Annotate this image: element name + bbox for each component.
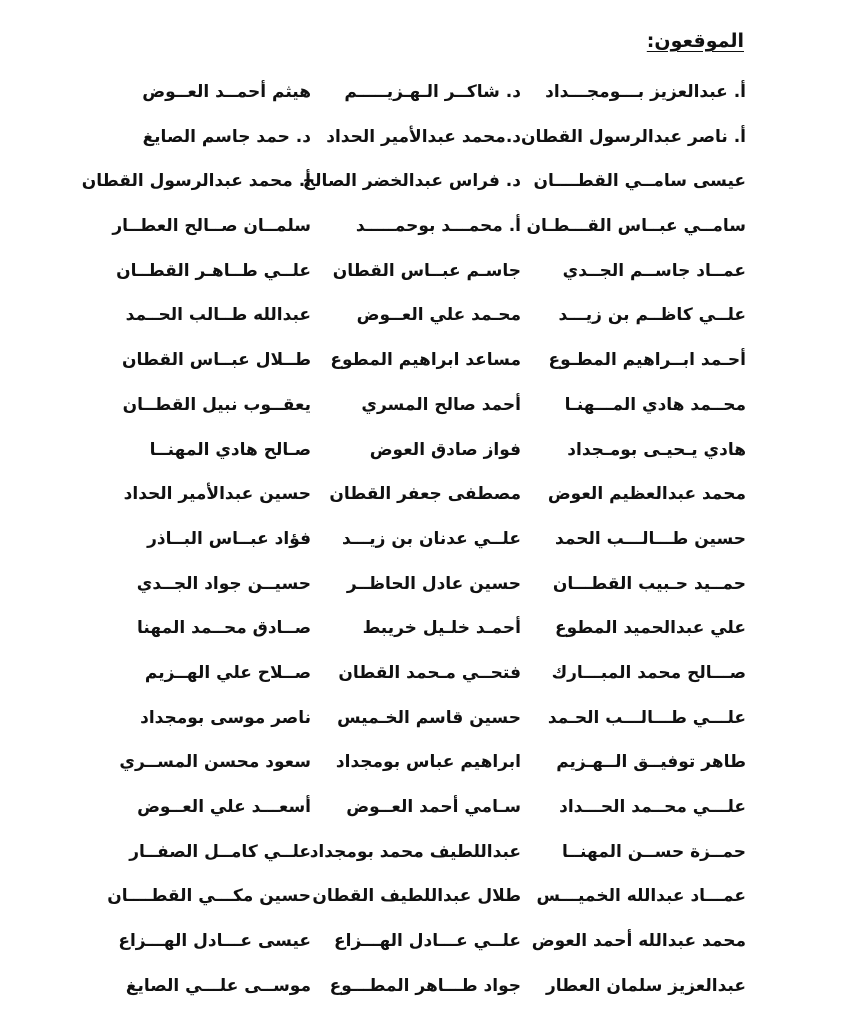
signatory-row (0, 740, 846, 785)
signatory-row (0, 651, 846, 696)
signatory-name: أحـمد ابــراهيم المطـوع (548, 350, 746, 371)
signatory-name: ناصر موسى بومجداد (140, 707, 311, 728)
signatory-row (0, 293, 846, 338)
signatory-name: موســى علـــي الصايغ (125, 975, 311, 996)
signatory-name: د. فراس عبدالخضر الصالح (302, 171, 521, 192)
signatory-name: د. حمد جاسم الصايغ (142, 126, 311, 147)
signatory-name: علــي طــاهـر القطــان (116, 260, 311, 281)
signatory-name: فواز صادق العوض (369, 439, 521, 460)
signatory-name: د.محمد عبدالأمير الحداد (326, 126, 521, 147)
signatory-name: سـامي أحمد العــوض (346, 797, 521, 817)
signatory-name: أ. ناصر عبدالرسول القطان (521, 126, 746, 147)
signatory-row (0, 204, 846, 249)
signatory-row (0, 606, 846, 651)
signatory-row (0, 696, 846, 741)
signatory-name: سامــي عبــاس القـــطـان (526, 216, 746, 237)
signatory-row (0, 249, 846, 294)
signatory-name: محمد عبدالله أحمد العوض (531, 931, 746, 952)
signatory-name: حسين مكـــي القطــــان (107, 886, 311, 907)
signatory-name: عبدالله طــالب الحــمد (125, 305, 311, 326)
signatory-name: حسيــن جواد الجــدي (136, 573, 311, 594)
signatory-name: د. شاكــر الـهـزيـــــم (344, 82, 521, 102)
signatory-row (0, 338, 846, 383)
signatory-name: أسعـــد علي العــوض (137, 797, 311, 817)
signatory-name: يعقــوب نبيل القطــان (122, 394, 311, 415)
signatory-name: جاسـم عبــاس القطان (332, 260, 521, 281)
signatory-name: حمــيد حـبيب القطـــان (552, 573, 746, 594)
signatory-name: حسين قاسم الخـميس (337, 707, 521, 728)
signatory-name: سعود محسن المســري (119, 752, 311, 773)
signatory-row (0, 472, 846, 517)
signatory-name: محـمد علي العــوض (356, 305, 521, 326)
signatory-name: هادي يـحيـى بومـجداد (567, 439, 746, 460)
signatory-name: علـــي طـــالـــب الحـمد (547, 707, 746, 728)
signatories-list (0, 70, 846, 1010)
signatory-name: علــي عدنان بن زيـــد (342, 528, 521, 549)
signatory-name: عيسى عـــادل الهـــزاع (118, 931, 311, 952)
signatory-name: جواد طـــاهر المطـــوع (329, 975, 521, 996)
signatory-name: علـــي محــمد الحـــداد (559, 797, 746, 817)
signatory-name: أ. محمد عبدالرسول القطان (81, 171, 311, 192)
signatory-name: عمــاد جاســم الجــدي (562, 260, 746, 281)
signatory-name: فؤاد عبــاس البــاذر (147, 528, 311, 549)
signatory-name: أحمد صالح المسري (361, 394, 521, 415)
signatory-row (0, 562, 846, 607)
signatory-name: حسين عادل الحاظــر (346, 573, 521, 594)
signatory-name: صــادق محــمد المهنا (137, 618, 311, 639)
signatory-name: حسين عبدالأمير الحداد (123, 484, 311, 505)
signatory-name: مصطفى جعفر القطان (329, 484, 521, 505)
signatory-name: أ. محمـــد بوحمـــــد (355, 216, 521, 237)
signatory-name: علــي كامــل الصفــار (129, 841, 311, 862)
signatory-name: ابراهيم عباس بومجداد (335, 752, 521, 773)
signatory-name: صـــالح محمد المبـــارك (551, 662, 746, 683)
signatory-row (0, 383, 846, 428)
signatory-name: صــلاح علي الهــزيم (144, 662, 311, 683)
signatory-name: مساعد ابراهيم المطوع (330, 350, 521, 371)
signatory-name: صـالح هادي المهنــا (149, 439, 311, 460)
signatory-name: عمـــاد عبدالله الخميـــس (536, 886, 746, 907)
signatory-name: عيسى سامــي القطــــان (533, 171, 746, 192)
signatory-row (0, 159, 846, 204)
signatory-row (0, 517, 846, 562)
signatory-name: أ. عبدالعزيز بـــومجـــداد (545, 82, 746, 102)
signatory-name: فتحــي مـحمد القطان (338, 662, 521, 683)
signatory-row (0, 115, 846, 160)
signatory-name: طاهر توفيــق الــهـزيم (556, 752, 746, 773)
signatory-name: محمد عبدالعظيم العوض (547, 484, 746, 505)
signatory-name: علي عبدالحميد المطوع (554, 618, 746, 639)
signatory-name: عبدالعزيز سلمان العطار (545, 975, 746, 996)
signatory-row (0, 428, 846, 473)
signatory-name: سلمــان صــالح العطــار (112, 216, 311, 237)
signatory-name: علــي عـــادل الهـــزاع (334, 931, 521, 952)
signatory-name: محــمد هادي المـــهنـا (564, 394, 746, 415)
signatory-name: حمــزة حســن المهنــا (562, 841, 746, 862)
signatory-name: حسين طـــالـــب الحمد (555, 528, 746, 549)
signatory-name: هيثم أحمــد العــوض (142, 82, 311, 102)
signatory-row (0, 785, 846, 830)
signatory-row (0, 964, 846, 1009)
signatory-name: أحمـد خلـيل خريبط (362, 618, 521, 639)
signatory-name: عبداللطيف محمد بومجداد (309, 841, 521, 862)
signatory-row (0, 874, 846, 919)
signatory-name: علــي كاظــم بن زيـــد (558, 305, 746, 326)
signatory-name: طــلال عبــاس القطان (121, 350, 311, 371)
signatory-name: طلال عبداللطيف القطان (312, 886, 521, 907)
signatory-row (0, 919, 846, 964)
signatories-heading: الموقعون: (646, 30, 744, 52)
signatory-row (0, 70, 846, 115)
signatory-row (0, 830, 846, 875)
